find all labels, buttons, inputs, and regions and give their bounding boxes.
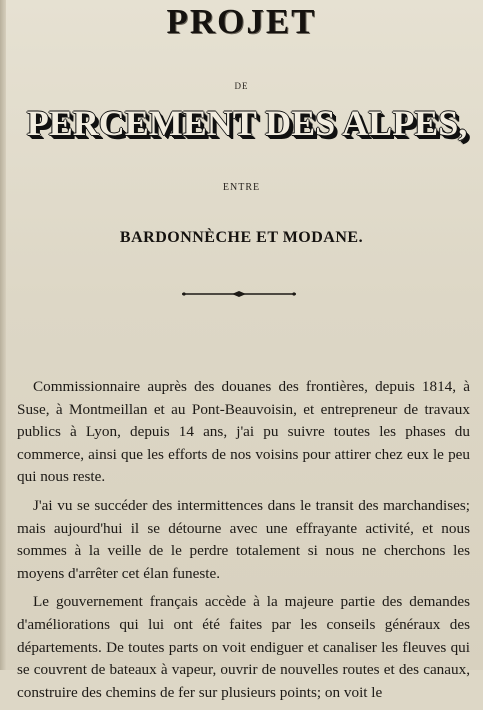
paragraph-1: Commissionnaire auprès des douanes des frontières, depuis 1814, à Suse, à Montmeillan et au Pont-Beauvoisin, et entrepreneur de travaux publics à Lyon, depuis 14 ans, j'ai pu suivre toutes les phases du commerce, ainsi que les efforts de nos voisins pour attirer chez eux le peu qui nous reste. [17, 378, 470, 486]
paragraph-2: J'ai vu se succéder des intermittences dans le transit des marchandises; mais aujourd'hui il se détourne avec une effrayante activité, et nous sommes à la veille de le perdre totalement si nous ne cherchons les moyens d'arrêter cet élan funeste. [17, 496, 470, 582]
document-subheading: BARDONNÈCHE ET MODANE. [119, 229, 364, 246]
document-title: PROJET [166, 2, 317, 41]
headline-connector-entre: ENTRE [222, 182, 261, 193]
document-body [17, 376, 470, 710]
decorative-rule-icon [180, 290, 298, 298]
title-connector-de: DE [234, 81, 249, 91]
paragraph-3: Le gouvernement français accède à la majeure partie des demandes d'améliorations qui lui ont été faites par les conseils généraux des départements. De toutes parts on voit endiguer et canaliser les fleuves qui se couvrent de bateaux à vapeur, ouvrir de nouvelles routes et des canaux, construire des chemins de fer sur plusieurs points; on voit le [17, 593, 470, 701]
document-headline: PERCEMENT DES ALPES, [26, 103, 468, 143]
page-fold-shadow [0, 0, 6, 670]
